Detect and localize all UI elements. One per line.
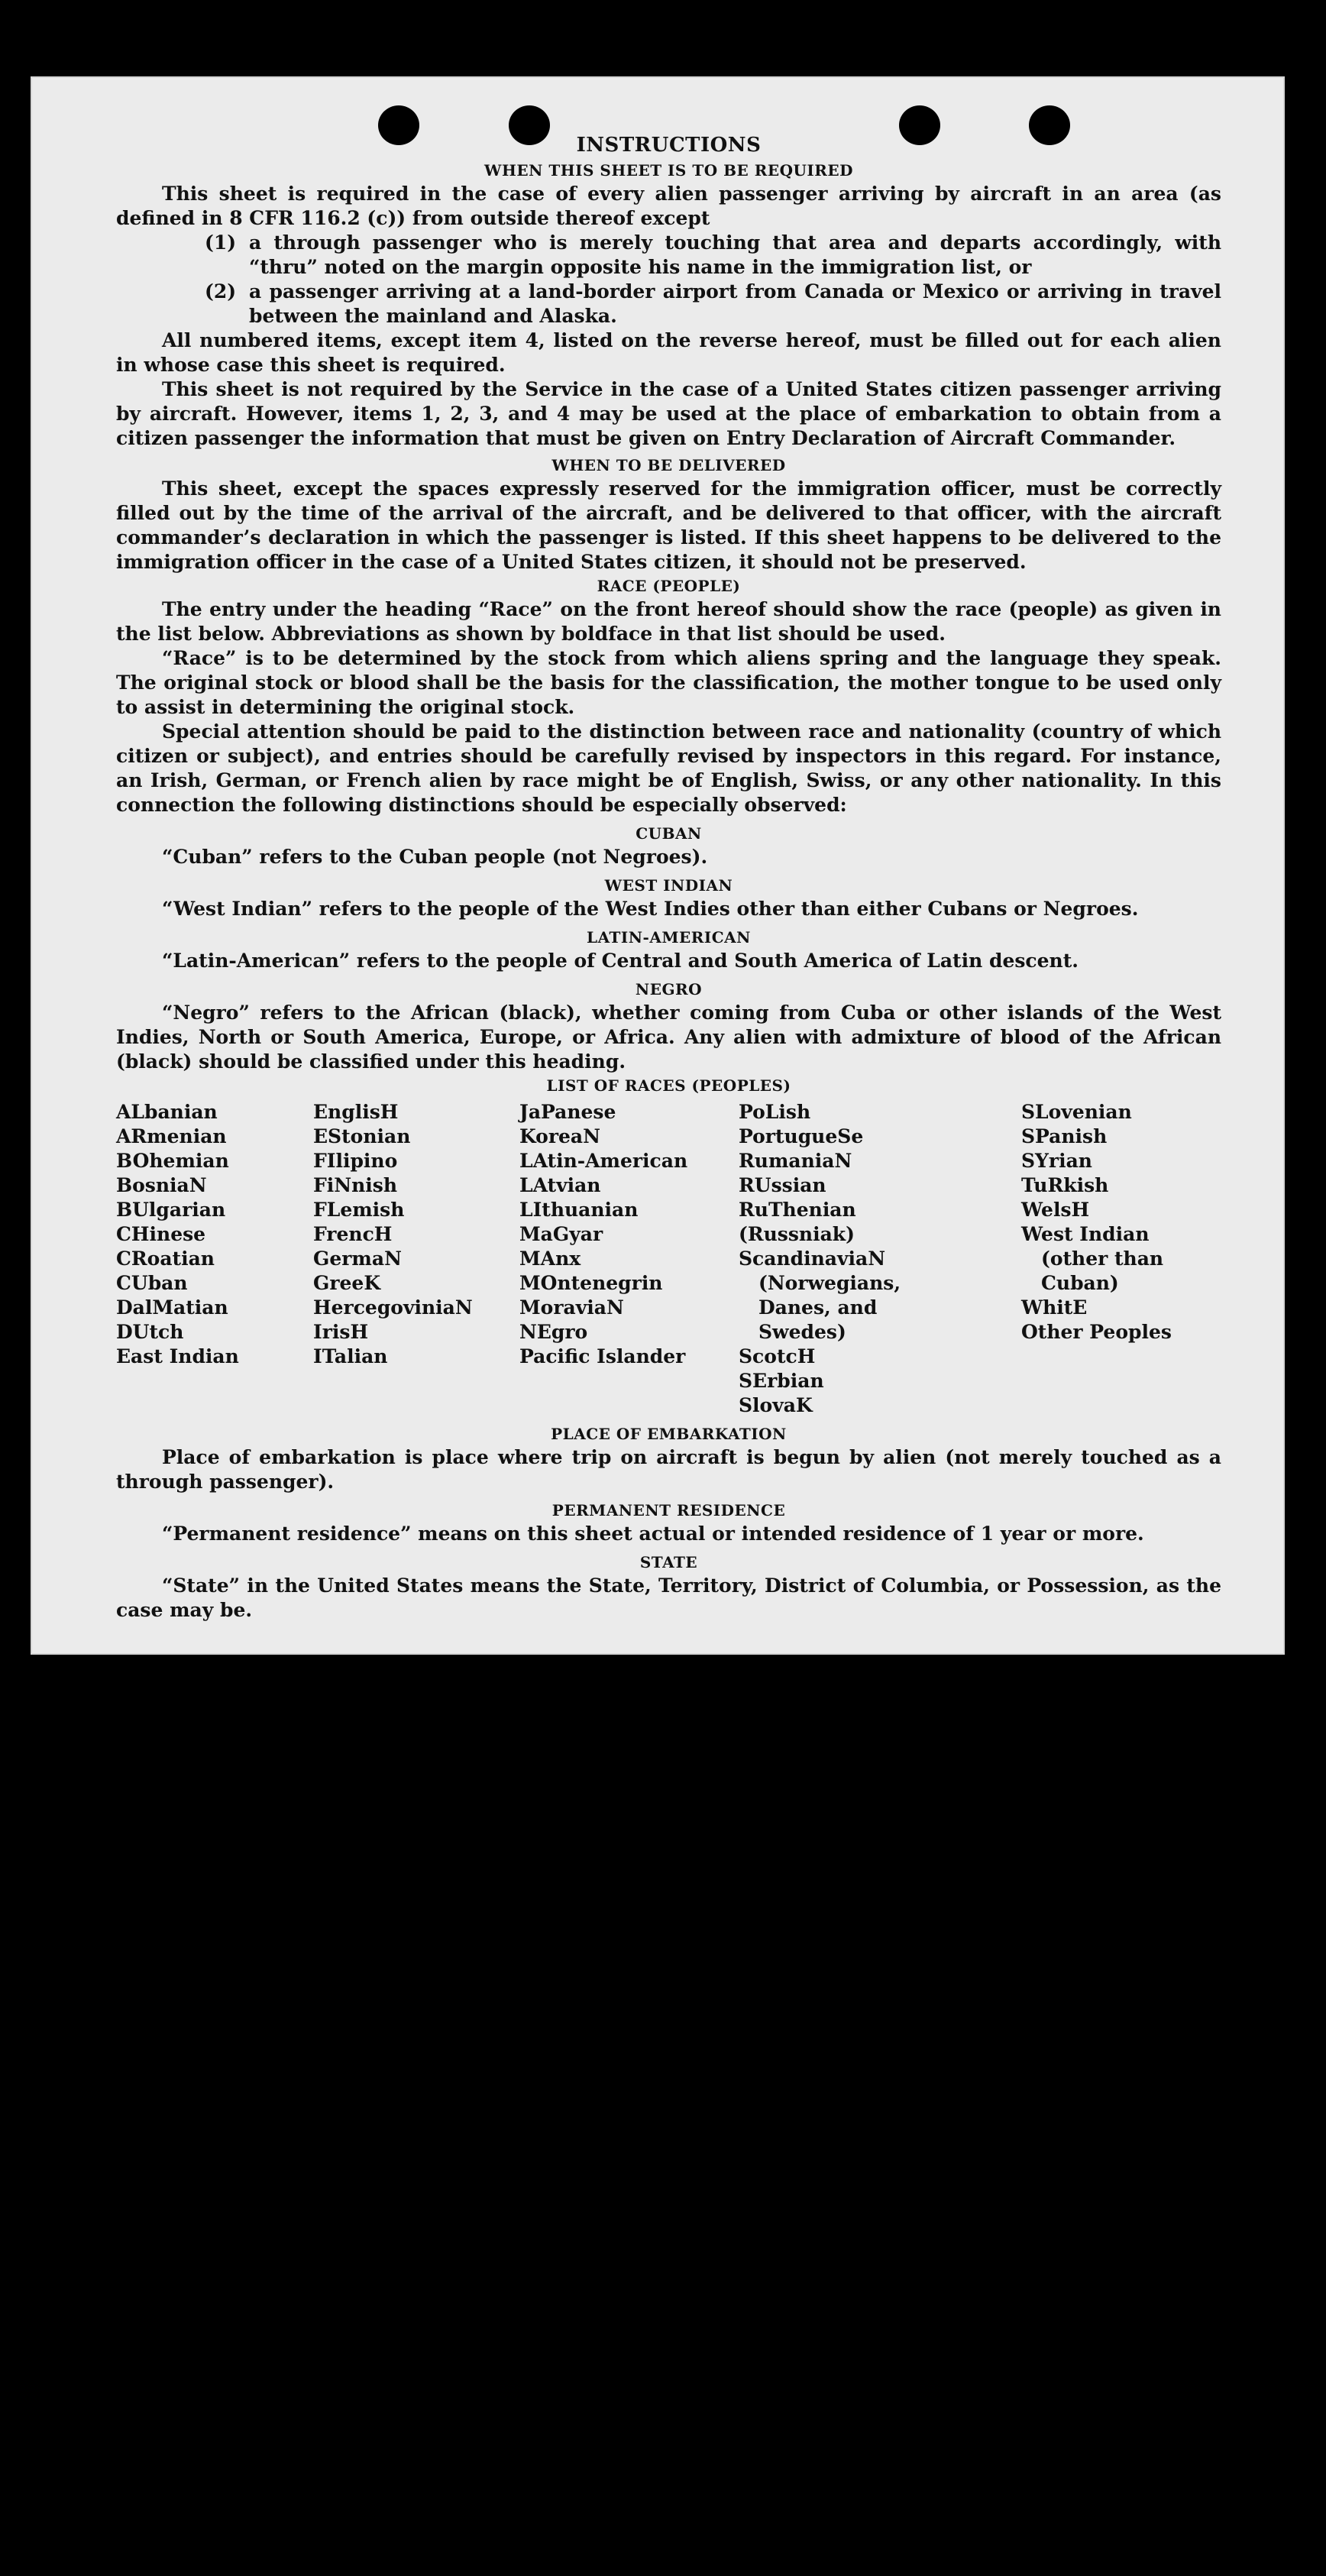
race-name: East Indian [116,1345,239,1367]
race-name: LAtvian [519,1174,601,1196]
race-name: PortugueSe [739,1125,864,1147]
race-name: MOntenegrin [519,1272,663,1294]
race-name: RumaniaN [739,1150,852,1172]
race-name: ScandinaviaN (Norwegians, Danes, and Swedes) [739,1248,901,1343]
race-column [1021,1100,1216,1418]
race-name: SPanish [1021,1125,1108,1147]
paragraph: “West Indian” refers to the people of the West Indies other than either Cubans or Negroes. [162,898,1139,920]
race-name: CUban [116,1272,188,1294]
race-name: RUssian [739,1174,826,1196]
race-name: SErbian [739,1370,824,1392]
punch-hole [378,105,419,145]
race-name: FrencH [313,1223,393,1245]
section-heading: CUBAN [636,824,702,843]
race-name: ARmenian [116,1125,227,1147]
list-number: (2) [205,280,237,303]
race-name: ALbanian [116,1101,218,1123]
paragraph: “Cuban” refers to the Cuban people (not Negroes). [162,846,708,868]
race-name: TuRkish [1021,1174,1109,1196]
punch-hole [1029,105,1070,145]
punch-hole [899,105,940,145]
section-heading: WHEN THIS SHEET IS TO BE REQUIRED [484,161,853,180]
paragraph: This sheet, except the spaces expressly reserved for the immigration officer, must be correctly filled out by the time of the arrival of the aircraft, and be delivered to that officer, with the aircraft commander’s declaration in which the passenger is listed. If this sheet happens to be delivered to the immigration officer in the case of a United States citizen, it should not be preserved. [116,477,1221,573]
instruction-sheet [31,76,1285,1655]
race-column [313,1100,519,1418]
paragraph: “State” in the United States means the State, Territory, District of Columbia, or Possession, as the case may be. [116,1574,1221,1621]
race-name: Other Peoples [1021,1321,1172,1343]
list-text: a through passenger who is merely touching that area and departs accordingly, with “thru” noted on the margin opposite his name in the immigration list, or [249,231,1221,278]
race-name: ScotcH [739,1345,816,1367]
paragraph: All numbered items, except item 4, listed on the reverse hereof, must be filled out for each alien in whose case this sheet is required. [116,329,1221,376]
list-item [205,280,1221,328]
race-name: CHinese [116,1223,206,1245]
race-name: MoraviaN [519,1296,624,1319]
race-name: EStonian [313,1125,411,1147]
race-list [116,1100,1221,1418]
race-name: SlovaK [739,1394,813,1416]
race-name: GreeK [313,1272,381,1294]
paragraph: The entry under the heading “Race” on the front hereof should show the race (people) as given in the list below. Abbreviations as shown by boldface in that list should be used. [116,598,1221,645]
race-name: LIthuanian [519,1199,639,1221]
race-name: FIlipino [313,1150,398,1172]
race-name: WelsH [1021,1199,1090,1221]
race-name: FiNnish [313,1174,398,1196]
paragraph: “Permanent residence” means on this sheet actual or intended residence of 1 year or more. [162,1523,1144,1545]
race-name: RuThenian (Russniak) [739,1199,856,1245]
race-name: PoLish [739,1101,811,1123]
race-column [519,1100,739,1418]
race-name: WhitE [1021,1296,1088,1319]
paragraph: “Race” is to be determined by the stock from which aliens spring and the language they speak. The original stock or blood shall be the basis for the classification, the mother tongue to be used only to assist in determining the original stock. [116,647,1221,718]
list-item [205,231,1221,280]
race-name: JaPanese [519,1101,616,1123]
section-heading: NEGRO [635,980,703,998]
paragraph: Special attention should be paid to the distinction between race and nationality (country of which citizen or subject), and entries should be carefully revised by inspectors in this regard. For instance, an Irish, German, or French alien by race might be of English, Swiss, or any other nationality. In this connection the following distinctions should be especially observed: [116,720,1221,816]
race-column [739,1100,968,1418]
race-name: FLemish [313,1199,405,1221]
race-name: LAtin-American [519,1150,688,1172]
race-name: ITalian [313,1345,388,1367]
paragraph: This sheet is not required by the Service in the case of a United States citizen passenger arriving by aircraft. However, items 1, 2, 3, and 4 may be used at the place of embarkation to obtain from a citizen passenger the information that must be given on Entry Declaration of Aircraft Commander. [116,378,1221,449]
race-name: DUtch [116,1321,184,1343]
race-name: NEgro [519,1321,588,1343]
section-heading: PERMANENT RESIDENCE [551,1501,786,1519]
section-heading: WEST INDIAN [604,876,733,895]
section-heading: RACE (PEOPLE) [597,577,741,595]
paragraph: This sheet is required in the case of every alien passenger arriving by aircraft in an area (as defined in 8 CFR 116.2 (c)) from outside thereof except [116,183,1221,229]
race-name: West Indian (other than Cuban) [1021,1223,1164,1294]
race-name: MaGyar [519,1223,603,1245]
race-name: EnglisH [313,1101,399,1123]
race-name: Pacific Islander [519,1345,686,1367]
list-number: (1) [205,231,237,254]
section-heading: LIST OF RACES (PEOPLES) [546,1076,791,1095]
race-name: BosniaN [116,1174,207,1196]
section-heading: STATE [639,1553,698,1571]
punch-hole [509,105,550,145]
race-name: BUlgarian [116,1199,226,1221]
section-heading: PLACE OF EMBARKATION [551,1425,787,1443]
section-heading: LATIN-AMERICAN [587,928,751,947]
race-name: GermaN [313,1248,402,1270]
paragraph: “Latin-American” refers to the people of Central and South America of Latin descent. [162,950,1079,972]
race-name: IrisH [313,1321,369,1343]
race-column [116,1100,313,1418]
section-heading: WHEN TO BE DELIVERED [551,456,786,474]
race-name: SYrian [1021,1150,1092,1172]
page-title: INSTRUCTIONS [576,134,762,157]
race-name: HercegoviniaN [313,1296,473,1319]
list-text: a passenger arriving at a land-border airport from Canada or Mexico or arriving in travel between the mainland and Alaska. [249,280,1221,327]
paragraph: Place of embarkation is place where trip on aircraft is begun by alien (not merely touched as a through passenger). [116,1446,1221,1493]
race-name: DalMatian [116,1296,228,1319]
race-name: BOhemian [116,1150,229,1172]
race-name: MAnx [519,1248,581,1270]
paragraph: “Negro” refers to the African (black), whether coming from Cuba or other islands of the West Indies, North or South America, Europe, or Africa. Any alien with admixture of blood of the African (black) should be classified under this heading. [116,1002,1221,1073]
race-name: SLovenian [1021,1101,1132,1123]
race-name: CRoatian [116,1248,215,1270]
race-name: KoreaN [519,1125,600,1147]
